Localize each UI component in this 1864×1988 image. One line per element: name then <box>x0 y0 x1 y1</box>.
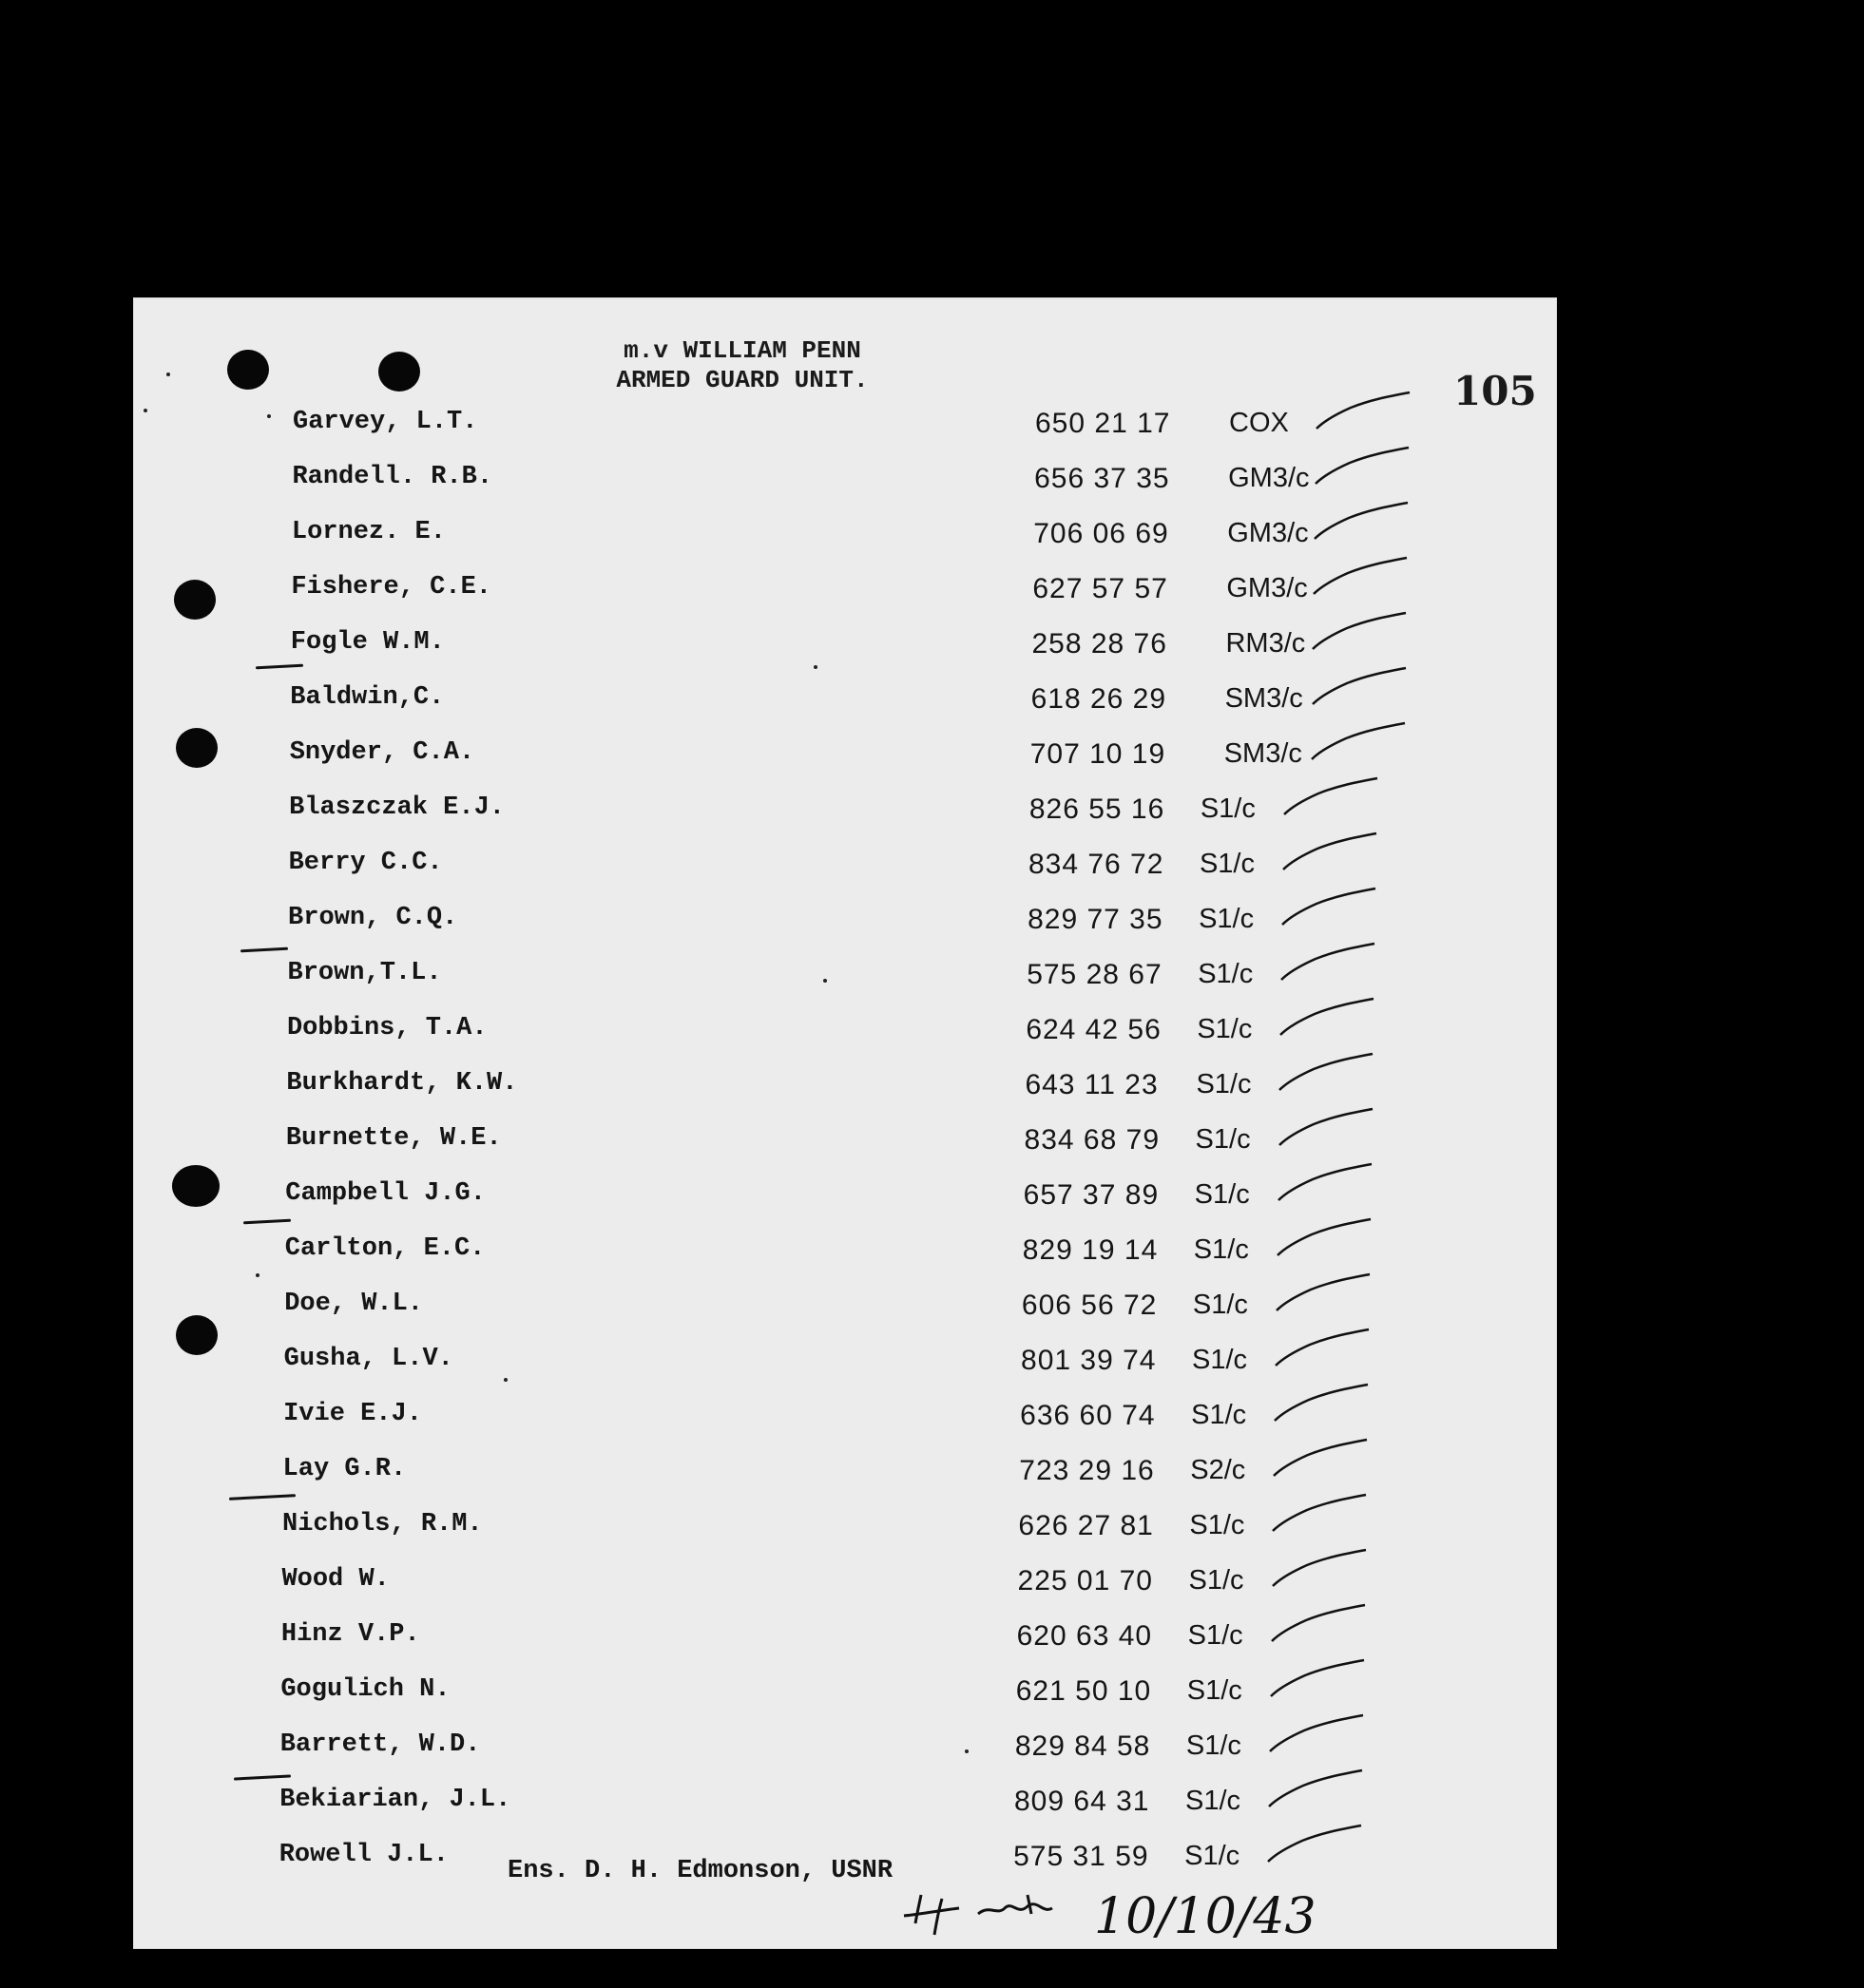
roster-row <box>134 1014 1427 1052</box>
check-mark-stroke <box>1278 1219 1371 1255</box>
rating: S1/c <box>1199 849 1255 879</box>
rating: S1/c <box>1195 1124 1251 1155</box>
crew-name: Burkhardt, K.W. <box>286 1069 518 1098</box>
check-mark-stroke <box>1273 1495 1366 1531</box>
rating: S1/c <box>1189 1510 1245 1540</box>
check-mark-stroke <box>1313 613 1406 649</box>
crew-name: Fogle W.M. <box>290 628 445 657</box>
rating: S1/c <box>1200 793 1256 824</box>
service-number: 834 76 72 <box>1028 849 1164 880</box>
service-number: 707 10 19 <box>1029 738 1166 770</box>
margin-pen-mark <box>243 1219 291 1225</box>
rating: SM3/c <box>1224 683 1303 714</box>
service-number: 706 06 69 <box>1033 518 1169 549</box>
ship-name: m.v WILLIAM PENN <box>624 336 861 365</box>
crew-name: Burnette, W.E. <box>285 1124 502 1153</box>
service-number: 834 68 79 <box>1024 1124 1161 1156</box>
handwritten-signature-date <box>885 1876 1417 1952</box>
check-mark <box>1309 609 1413 657</box>
check-mark <box>1277 995 1381 1042</box>
roster-row <box>134 518 1427 556</box>
rating: S1/c <box>1192 1345 1248 1375</box>
rating: S1/c <box>1199 904 1255 934</box>
check-mark <box>1265 1767 1370 1814</box>
signer-line: Ens. D. H. Edmonson, USNR <box>508 1857 894 1885</box>
roster-row <box>134 1786 1427 1824</box>
roster-row <box>134 1510 1427 1548</box>
roster-row <box>134 849 1427 887</box>
crew-name: Randell. R.B. <box>292 463 493 491</box>
rating: S1/c <box>1198 959 1254 989</box>
crew-name: Nichols, R.M. <box>282 1510 483 1539</box>
check-mark-stroke <box>1315 503 1408 539</box>
rating: S1/c <box>1194 1179 1250 1210</box>
crew-name: Snyder, C.A. <box>289 738 475 767</box>
service-number: 723 29 16 <box>1019 1455 1155 1486</box>
service-number: 626 27 81 <box>1018 1510 1154 1541</box>
check-mark-stroke <box>1280 999 1374 1035</box>
rating: S1/c <box>1188 1565 1244 1596</box>
crew-name: Hinz V.P. <box>280 1620 420 1649</box>
rating: S1/c <box>1187 1620 1243 1651</box>
crew-name: Berry C.C. <box>288 849 443 877</box>
crew-name: Fishere, C.E. <box>291 573 491 602</box>
check-mark-stroke <box>1282 889 1375 925</box>
rating: GM3/c <box>1226 573 1308 603</box>
check-mark-stroke <box>1269 1770 1362 1806</box>
service-number: 643 11 23 <box>1025 1069 1159 1100</box>
service-number: 225 01 70 <box>1017 1565 1153 1596</box>
crew-name: Brown, C.Q. <box>288 904 458 932</box>
check-mark-stroke <box>1275 1385 1368 1421</box>
check-mark <box>1267 1656 1372 1704</box>
service-number: 606 56 72 <box>1021 1290 1158 1321</box>
check-mark-stroke <box>1268 1826 1361 1862</box>
roster-row <box>134 408 1427 446</box>
check-mark-stroke <box>1278 1164 1372 1200</box>
check-mark-stroke <box>1276 1329 1369 1366</box>
unit-name: ARMED GUARD UNIT. <box>616 366 869 394</box>
roster-row <box>134 463 1427 501</box>
rating: S1/c <box>1184 1841 1240 1871</box>
roster-row <box>134 1565 1427 1603</box>
service-number: 801 39 74 <box>1021 1345 1157 1376</box>
service-number: 258 28 76 <box>1031 628 1167 659</box>
crew-name: Dobbins, T.A. <box>286 1014 488 1042</box>
handwritten-date: 10/10/43 <box>1094 1888 1316 1945</box>
crew-name: Lornez. E. <box>291 518 446 546</box>
crew-name: Gusha, L.V. <box>283 1345 453 1373</box>
rating: S1/c <box>1185 1730 1241 1761</box>
rating: S1/c <box>1185 1786 1241 1816</box>
crew-name: Lay G.R. <box>282 1455 407 1483</box>
check-mark <box>1269 1546 1374 1594</box>
crew-name: Garvey, L.T. <box>293 408 478 436</box>
margin-pen-mark <box>240 947 288 953</box>
service-number: 575 28 67 <box>1027 959 1163 990</box>
service-number: 624 42 56 <box>1026 1014 1162 1045</box>
crew-name: Wood W. <box>281 1565 390 1594</box>
check-mark <box>1264 1822 1369 1869</box>
crew-name: Brown,T.L. <box>287 959 442 987</box>
rating: GM3/c <box>1227 518 1309 548</box>
check-mark-stroke <box>1284 778 1377 814</box>
check-mark <box>1275 1160 1379 1208</box>
roster-row <box>134 1124 1427 1162</box>
check-mark <box>1272 1326 1376 1373</box>
check-mark-stroke <box>1277 1274 1370 1310</box>
check-mark-stroke <box>1274 1440 1367 1476</box>
roster-row <box>134 683 1427 721</box>
roster-row <box>134 1179 1427 1217</box>
check-mark <box>1310 554 1414 602</box>
roster-row <box>134 573 1427 611</box>
rating: S1/c <box>1186 1675 1242 1706</box>
roster-row <box>134 959 1427 997</box>
check-mark-stroke <box>1271 1660 1364 1696</box>
roster-row <box>134 904 1427 942</box>
crew-name: Carlton, E.C. <box>284 1234 486 1263</box>
roster-row <box>134 1400 1427 1438</box>
service-number: 620 63 40 <box>1016 1620 1153 1652</box>
check-mark <box>1312 444 1416 491</box>
document-header <box>590 336 894 395</box>
service-number: 829 19 14 <box>1022 1234 1159 1266</box>
check-mark <box>1271 1381 1375 1428</box>
check-mark-stroke <box>1272 1605 1365 1641</box>
crew-name: Gogulich N. <box>280 1675 451 1704</box>
rating: COX <box>1229 408 1289 438</box>
service-number: 618 26 29 <box>1030 683 1167 715</box>
paper-sheet <box>133 297 1557 1949</box>
roster-row <box>134 1234 1427 1272</box>
check-mark <box>1269 1491 1374 1539</box>
speck <box>256 1273 259 1277</box>
check-mark-stroke <box>1279 1054 1373 1090</box>
punch-hole <box>227 350 269 390</box>
check-mark-stroke <box>1312 723 1405 759</box>
rating: S1/c <box>1197 1014 1253 1044</box>
check-mark-stroke <box>1279 1109 1373 1145</box>
service-number: 826 55 16 <box>1028 793 1165 825</box>
check-mark <box>1280 774 1385 822</box>
margin-pen-mark <box>234 1774 291 1780</box>
rating: GM3/c <box>1228 463 1310 493</box>
service-number: 656 37 35 <box>1034 463 1170 494</box>
rating: S2/c <box>1190 1455 1246 1485</box>
rating: S1/c <box>1191 1400 1247 1430</box>
check-mark-stroke <box>1316 448 1409 484</box>
check-mark <box>1276 1105 1380 1153</box>
crew-name: Rowell J.L. <box>279 1841 449 1869</box>
crew-name: Baldwin,C. <box>290 683 445 712</box>
check-mark-stroke <box>1316 392 1410 429</box>
rating: RM3/c <box>1225 628 1306 659</box>
rating: S1/c <box>1196 1069 1252 1099</box>
roster-row <box>134 628 1427 666</box>
check-mark-stroke <box>1314 558 1407 594</box>
rating: S1/c <box>1193 1234 1249 1265</box>
service-number: 650 21 17 <box>1035 408 1171 439</box>
crew-name: Doe, W.L. <box>284 1290 424 1318</box>
check-mark-stroke <box>1313 668 1406 704</box>
check-mark-stroke <box>1281 944 1374 980</box>
check-mark-stroke <box>1270 1715 1363 1751</box>
roster-row <box>134 1290 1427 1328</box>
roster-row <box>134 1345 1427 1383</box>
page-number: 105 <box>1453 368 1537 414</box>
check-mark <box>1274 1215 1378 1263</box>
check-mark <box>1308 719 1412 767</box>
check-mark <box>1279 830 1384 877</box>
check-mark <box>1270 1436 1374 1483</box>
service-number: 829 84 58 <box>1014 1730 1151 1762</box>
crew-name: Blaszczak E.J. <box>289 793 505 822</box>
roster-row <box>134 1675 1427 1713</box>
speck <box>166 373 170 376</box>
check-mark-stroke <box>1273 1550 1366 1586</box>
crew-name: Barrett, W.D. <box>279 1730 481 1759</box>
check-mark <box>1268 1601 1373 1649</box>
crew-name: Ivie E.J. <box>283 1400 422 1428</box>
punch-hole <box>378 352 420 392</box>
roster-row <box>134 1730 1427 1768</box>
service-number: 829 77 35 <box>1028 904 1163 935</box>
roster-row <box>134 738 1427 776</box>
margin-pen-mark <box>229 1494 296 1501</box>
check-mark <box>1278 885 1383 932</box>
roster-row <box>134 1069 1427 1107</box>
service-number: 657 37 89 <box>1023 1179 1160 1211</box>
check-mark <box>1311 499 1415 546</box>
roster-row <box>134 793 1427 832</box>
crew-name: Campbell J.G. <box>285 1179 486 1208</box>
check-mark <box>1266 1711 1371 1759</box>
rating: SM3/c <box>1223 738 1302 769</box>
service-number: 621 50 10 <box>1015 1675 1152 1707</box>
roster-row <box>134 1455 1427 1493</box>
check-mark <box>1273 1271 1377 1318</box>
check-mark-stroke <box>1283 833 1376 870</box>
check-mark <box>1278 940 1382 987</box>
check-mark <box>1276 1050 1380 1098</box>
crew-name: Bekiarian, J.L. <box>279 1786 511 1814</box>
check-mark <box>1313 389 1417 436</box>
rating: S1/c <box>1192 1290 1248 1320</box>
service-number: 575 31 59 <box>1013 1841 1149 1872</box>
roster-row <box>134 1620 1427 1658</box>
service-number: 627 57 57 <box>1032 573 1168 604</box>
service-number: 809 64 31 <box>1014 1786 1150 1817</box>
service-number: 636 60 74 <box>1020 1400 1156 1431</box>
check-mark <box>1309 664 1413 712</box>
